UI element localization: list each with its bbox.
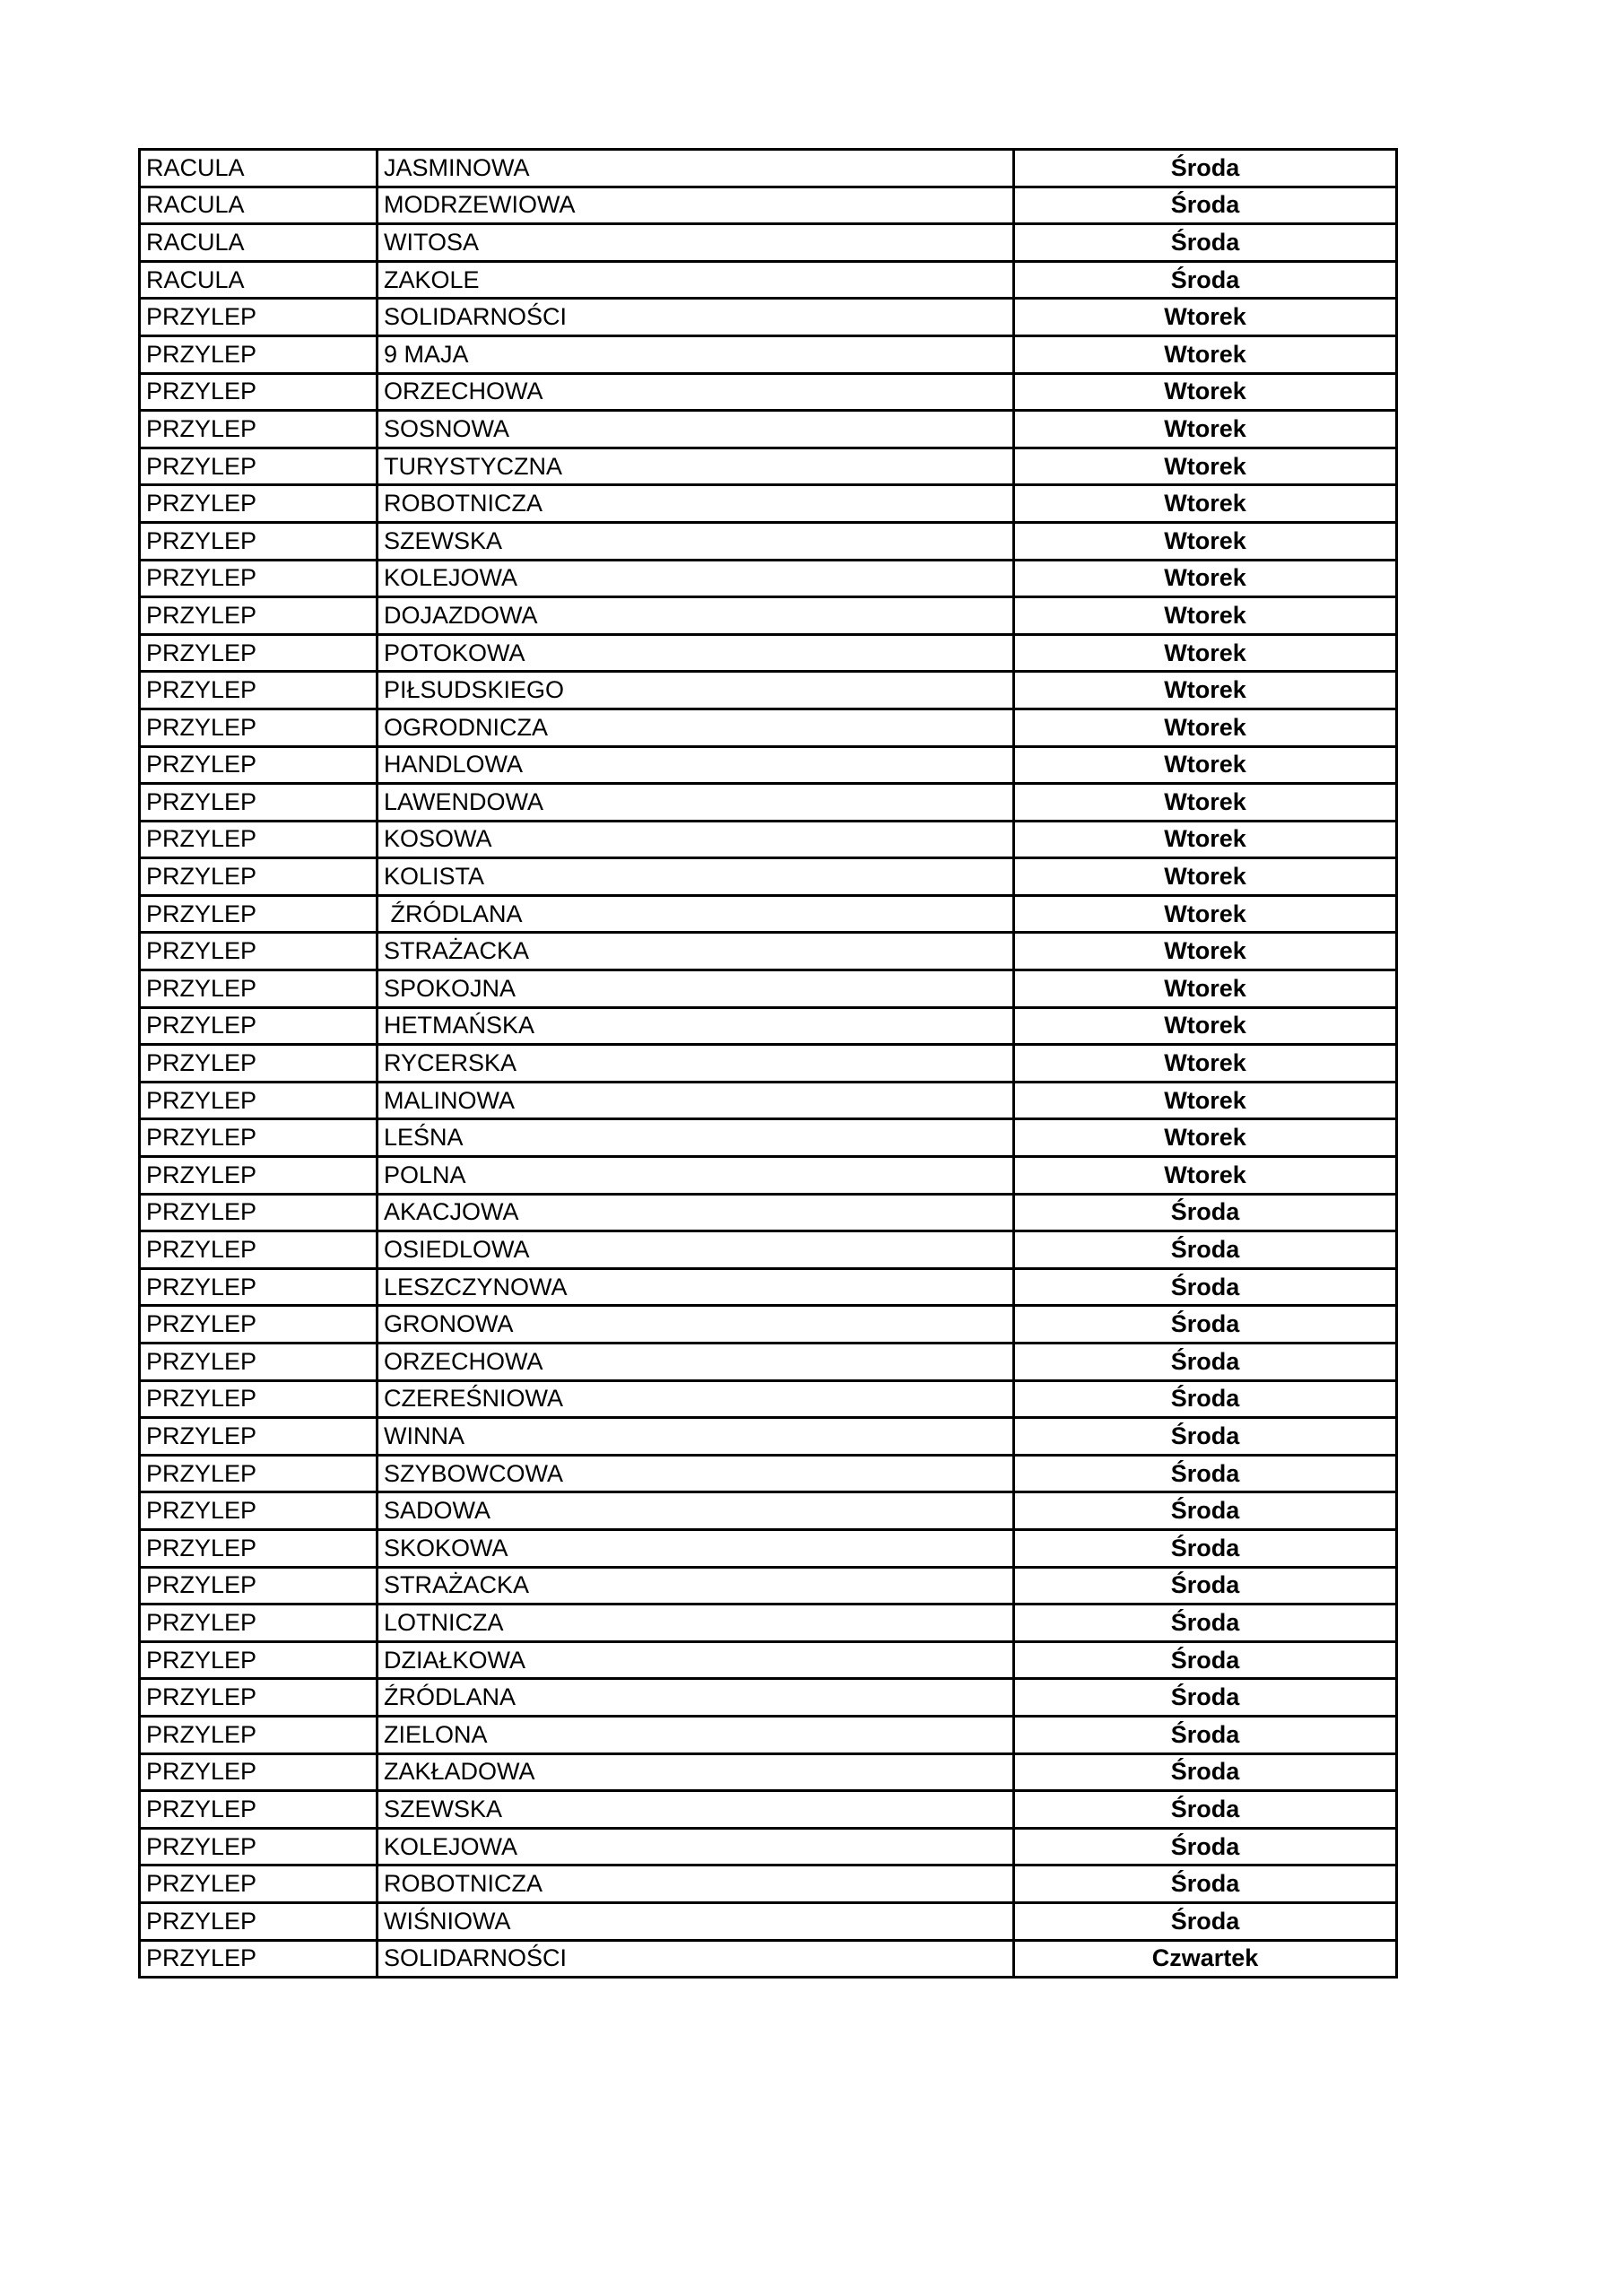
table-row bbox=[140, 1380, 1397, 1418]
collection-day-cell: Środa bbox=[1014, 1231, 1397, 1269]
street-cell: ŹRÓDLANA bbox=[378, 895, 1014, 933]
town-cell: PRZYLEP bbox=[140, 1716, 378, 1753]
town-cell: PRZYLEP bbox=[140, 335, 378, 373]
table-row bbox=[140, 858, 1397, 896]
town-cell: PRZYLEP bbox=[140, 1045, 378, 1083]
collection-day-cell: Środa bbox=[1014, 1306, 1397, 1344]
table-row bbox=[140, 485, 1397, 523]
table-row bbox=[140, 373, 1397, 411]
table-row bbox=[140, 1791, 1397, 1829]
street-cell: CZEREŚNIOWA bbox=[378, 1380, 1014, 1418]
collection-day-cell: Środa bbox=[1014, 1418, 1397, 1456]
table-row bbox=[140, 1231, 1397, 1269]
street-cell: SZYBOWCOWA bbox=[378, 1455, 1014, 1492]
table-row bbox=[140, 522, 1397, 560]
table-row bbox=[140, 261, 1397, 299]
street-cell: KOLEJOWA bbox=[378, 1828, 1014, 1866]
table-row bbox=[140, 1045, 1397, 1083]
table-row bbox=[140, 821, 1397, 858]
table-row bbox=[140, 970, 1397, 1008]
town-cell: PRZYLEP bbox=[140, 597, 378, 635]
town-cell: PRZYLEP bbox=[140, 299, 378, 336]
town-cell: PRZYLEP bbox=[140, 1679, 378, 1717]
collection-day-cell: Wtorek bbox=[1014, 335, 1397, 373]
town-cell: PRZYLEP bbox=[140, 1418, 378, 1456]
table-row bbox=[140, 1157, 1397, 1195]
collection-day-cell: Czwartek bbox=[1014, 1940, 1397, 1978]
town-cell: PRZYLEP bbox=[140, 1157, 378, 1195]
street-cell: LOTNICZA bbox=[378, 1605, 1014, 1642]
street-cell: SPOKOJNA bbox=[378, 970, 1014, 1008]
street-cell: SADOWA bbox=[378, 1492, 1014, 1530]
collection-day-cell: Środa bbox=[1014, 1866, 1397, 1903]
table-row bbox=[140, 1418, 1397, 1456]
collection-day-cell: Środa bbox=[1014, 1529, 1397, 1567]
street-cell: OGRODNICZA bbox=[378, 709, 1014, 746]
town-cell: PRZYLEP bbox=[140, 970, 378, 1008]
town-cell: PRZYLEP bbox=[140, 1940, 378, 1978]
collection-day-cell: Wtorek bbox=[1014, 560, 1397, 597]
street-cell: LEŚNA bbox=[378, 1119, 1014, 1157]
table-row bbox=[140, 933, 1397, 970]
street-cell: ORZECHOWA bbox=[378, 373, 1014, 411]
street-cell: ZAKOLE bbox=[378, 261, 1014, 299]
collection-day-cell: Środa bbox=[1014, 1492, 1397, 1530]
table-row bbox=[140, 1529, 1397, 1567]
street-cell: PIŁSUDSKIEGO bbox=[378, 672, 1014, 709]
town-cell: RACULA bbox=[140, 261, 378, 299]
street-cell: ŹRÓDLANA bbox=[378, 1679, 1014, 1717]
town-cell: PRZYLEP bbox=[140, 1492, 378, 1530]
street-cell: SOLIDARNOŚCI bbox=[378, 1940, 1014, 1978]
street-cell: STRAŻACKA bbox=[378, 1567, 1014, 1605]
street-cell: AKACJOWA bbox=[378, 1194, 1014, 1231]
town-cell: PRZYLEP bbox=[140, 1306, 378, 1344]
table-row bbox=[140, 1641, 1397, 1679]
town-cell: PRZYLEP bbox=[140, 411, 378, 448]
collection-day-cell: Środa bbox=[1014, 1380, 1397, 1418]
collection-day-cell: Środa bbox=[1014, 1679, 1397, 1717]
street-cell: DZIAŁKOWA bbox=[378, 1641, 1014, 1679]
table-row bbox=[140, 299, 1397, 336]
town-cell: PRZYLEP bbox=[140, 933, 378, 970]
table-row bbox=[140, 1492, 1397, 1530]
town-cell: PRZYLEP bbox=[140, 1791, 378, 1829]
collection-day-cell: Wtorek bbox=[1014, 784, 1397, 822]
collection-day-cell: Wtorek bbox=[1014, 970, 1397, 1008]
collection-day-cell: Środa bbox=[1014, 1605, 1397, 1642]
table-row bbox=[140, 1082, 1397, 1119]
street-cell: RYCERSKA bbox=[378, 1045, 1014, 1083]
street-cell: POLNA bbox=[378, 1157, 1014, 1195]
table-row bbox=[140, 597, 1397, 635]
town-cell: PRZYLEP bbox=[140, 672, 378, 709]
town-cell: PRZYLEP bbox=[140, 1753, 378, 1791]
street-cell: SKOKOWA bbox=[378, 1529, 1014, 1567]
town-cell: PRZYLEP bbox=[140, 1866, 378, 1903]
table-row bbox=[140, 411, 1397, 448]
street-cell: 9 MAJA bbox=[378, 335, 1014, 373]
town-cell: PRZYLEP bbox=[140, 373, 378, 411]
table-row bbox=[140, 1866, 1397, 1903]
street-cell: SOLIDARNOŚCI bbox=[378, 299, 1014, 336]
town-cell: PRZYLEP bbox=[140, 784, 378, 822]
table-row bbox=[140, 1455, 1397, 1492]
collection-day-cell: Środa bbox=[1014, 1828, 1397, 1866]
street-cell: GRONOWA bbox=[378, 1306, 1014, 1344]
collection-day-cell: Wtorek bbox=[1014, 858, 1397, 896]
table-row bbox=[140, 1306, 1397, 1344]
table-row bbox=[140, 1902, 1397, 1940]
collection-day-cell: Wtorek bbox=[1014, 746, 1397, 784]
town-cell: PRZYLEP bbox=[140, 1902, 378, 1940]
collection-day-cell: Środa bbox=[1014, 1268, 1397, 1306]
table-row bbox=[140, 672, 1397, 709]
table-row bbox=[140, 1605, 1397, 1642]
schedule-table bbox=[138, 148, 1398, 1979]
town-cell: RACULA bbox=[140, 224, 378, 262]
collection-day-cell: Wtorek bbox=[1014, 933, 1397, 970]
collection-day-cell: Wtorek bbox=[1014, 411, 1397, 448]
town-cell: PRZYLEP bbox=[140, 560, 378, 597]
street-cell: DOJAZDOWA bbox=[378, 597, 1014, 635]
table-row bbox=[140, 1716, 1397, 1753]
collection-day-cell: Środa bbox=[1014, 1194, 1397, 1231]
street-cell: KOLISTA bbox=[378, 858, 1014, 896]
town-cell: PRZYLEP bbox=[140, 448, 378, 485]
table-row bbox=[140, 187, 1397, 224]
street-cell: SOSNOWA bbox=[378, 411, 1014, 448]
collection-day-cell: Wtorek bbox=[1014, 299, 1397, 336]
collection-day-cell: Wtorek bbox=[1014, 709, 1397, 746]
street-cell: ROBOTNICZA bbox=[378, 1866, 1014, 1903]
collection-day-cell: Środa bbox=[1014, 1902, 1397, 1940]
schedule-body bbox=[140, 150, 1397, 1978]
table-row bbox=[140, 1194, 1397, 1231]
collection-day-cell: Środa bbox=[1014, 1344, 1397, 1381]
town-cell: PRZYLEP bbox=[140, 1007, 378, 1045]
table-row bbox=[140, 1940, 1397, 1978]
street-cell: ZAKŁADOWA bbox=[378, 1753, 1014, 1791]
street-cell: HETMAŃSKA bbox=[378, 1007, 1014, 1045]
table-row bbox=[140, 746, 1397, 784]
street-cell: JASMINOWA bbox=[378, 150, 1014, 187]
town-cell: PRZYLEP bbox=[140, 1082, 378, 1119]
town-cell: PRZYLEP bbox=[140, 1529, 378, 1567]
table-row bbox=[140, 1828, 1397, 1866]
town-cell: PRZYLEP bbox=[140, 1119, 378, 1157]
collection-day-cell: Środa bbox=[1014, 1716, 1397, 1753]
street-cell: LESZCZYNOWA bbox=[378, 1268, 1014, 1306]
street-cell: SZEWSKA bbox=[378, 1791, 1014, 1829]
street-cell: POTOKOWA bbox=[378, 634, 1014, 672]
table-row bbox=[140, 150, 1397, 187]
town-cell: RACULA bbox=[140, 187, 378, 224]
collection-day-cell: Wtorek bbox=[1014, 1007, 1397, 1045]
town-cell: PRZYLEP bbox=[140, 858, 378, 896]
collection-day-cell: Wtorek bbox=[1014, 597, 1397, 635]
street-cell: ORZECHOWA bbox=[378, 1344, 1014, 1381]
street-cell: KOSOWA bbox=[378, 821, 1014, 858]
town-cell: PRZYLEP bbox=[140, 1567, 378, 1605]
table-row bbox=[140, 1119, 1397, 1157]
street-cell: WINNA bbox=[378, 1418, 1014, 1456]
street-cell: OSIEDLOWA bbox=[378, 1231, 1014, 1269]
street-cell: WITOSA bbox=[378, 224, 1014, 262]
street-cell: HANDLOWA bbox=[378, 746, 1014, 784]
town-cell: RACULA bbox=[140, 150, 378, 187]
table-row bbox=[140, 1567, 1397, 1605]
collection-day-cell: Środa bbox=[1014, 1791, 1397, 1829]
table-row bbox=[140, 448, 1397, 485]
street-cell: MALINOWA bbox=[378, 1082, 1014, 1119]
collection-day-cell: Środa bbox=[1014, 1641, 1397, 1679]
table-row bbox=[140, 1007, 1397, 1045]
table-row bbox=[140, 560, 1397, 597]
table-row bbox=[140, 1753, 1397, 1791]
collection-day-cell: Wtorek bbox=[1014, 1082, 1397, 1119]
collection-day-cell: Wtorek bbox=[1014, 485, 1397, 523]
street-cell: ZIELONA bbox=[378, 1716, 1014, 1753]
collection-day-cell: Wtorek bbox=[1014, 634, 1397, 672]
table-row bbox=[140, 634, 1397, 672]
collection-day-cell: Wtorek bbox=[1014, 1119, 1397, 1157]
collection-day-cell: Środa bbox=[1014, 187, 1397, 224]
collection-day-cell: Środa bbox=[1014, 1567, 1397, 1605]
street-cell: LAWENDOWA bbox=[378, 784, 1014, 822]
town-cell: PRZYLEP bbox=[140, 1828, 378, 1866]
table-row bbox=[140, 1344, 1397, 1381]
table-row bbox=[140, 784, 1397, 822]
street-cell: SZEWSKA bbox=[378, 522, 1014, 560]
street-cell: ROBOTNICZA bbox=[378, 485, 1014, 523]
collection-day-cell: Środa bbox=[1014, 1455, 1397, 1492]
street-cell: STRAŻACKA bbox=[378, 933, 1014, 970]
collection-day-cell: Wtorek bbox=[1014, 672, 1397, 709]
collection-day-cell: Wtorek bbox=[1014, 448, 1397, 485]
collection-day-cell: Wtorek bbox=[1014, 522, 1397, 560]
town-cell: PRZYLEP bbox=[140, 1268, 378, 1306]
town-cell: PRZYLEP bbox=[140, 634, 378, 672]
table-row bbox=[140, 1268, 1397, 1306]
town-cell: PRZYLEP bbox=[140, 1605, 378, 1642]
town-cell: PRZYLEP bbox=[140, 1231, 378, 1269]
town-cell: PRZYLEP bbox=[140, 522, 378, 560]
town-cell: PRZYLEP bbox=[140, 1641, 378, 1679]
collection-day-cell: Środa bbox=[1014, 224, 1397, 262]
town-cell: PRZYLEP bbox=[140, 1380, 378, 1418]
table-row bbox=[140, 335, 1397, 373]
collection-day-cell: Środa bbox=[1014, 261, 1397, 299]
collection-day-cell: Wtorek bbox=[1014, 821, 1397, 858]
collection-day-cell: Środa bbox=[1014, 150, 1397, 187]
collection-day-cell: Środa bbox=[1014, 1753, 1397, 1791]
table-row bbox=[140, 224, 1397, 262]
table-row bbox=[140, 709, 1397, 746]
town-cell: PRZYLEP bbox=[140, 1194, 378, 1231]
collection-day-cell: Wtorek bbox=[1014, 895, 1397, 933]
street-cell: KOLEJOWA bbox=[378, 560, 1014, 597]
collection-day-cell: Wtorek bbox=[1014, 1045, 1397, 1083]
street-cell: MODRZEWIOWA bbox=[378, 187, 1014, 224]
table-row bbox=[140, 895, 1397, 933]
street-cell: TURYSTYCZNA bbox=[378, 448, 1014, 485]
town-cell: PRZYLEP bbox=[140, 746, 378, 784]
table-row bbox=[140, 1679, 1397, 1717]
collection-day-cell: Wtorek bbox=[1014, 1157, 1397, 1195]
town-cell: PRZYLEP bbox=[140, 485, 378, 523]
town-cell: PRZYLEP bbox=[140, 895, 378, 933]
town-cell: PRZYLEP bbox=[140, 709, 378, 746]
town-cell: PRZYLEP bbox=[140, 1344, 378, 1381]
street-cell: WIŚNIOWA bbox=[378, 1902, 1014, 1940]
town-cell: PRZYLEP bbox=[140, 821, 378, 858]
collection-day-cell: Wtorek bbox=[1014, 373, 1397, 411]
town-cell: PRZYLEP bbox=[140, 1455, 378, 1492]
